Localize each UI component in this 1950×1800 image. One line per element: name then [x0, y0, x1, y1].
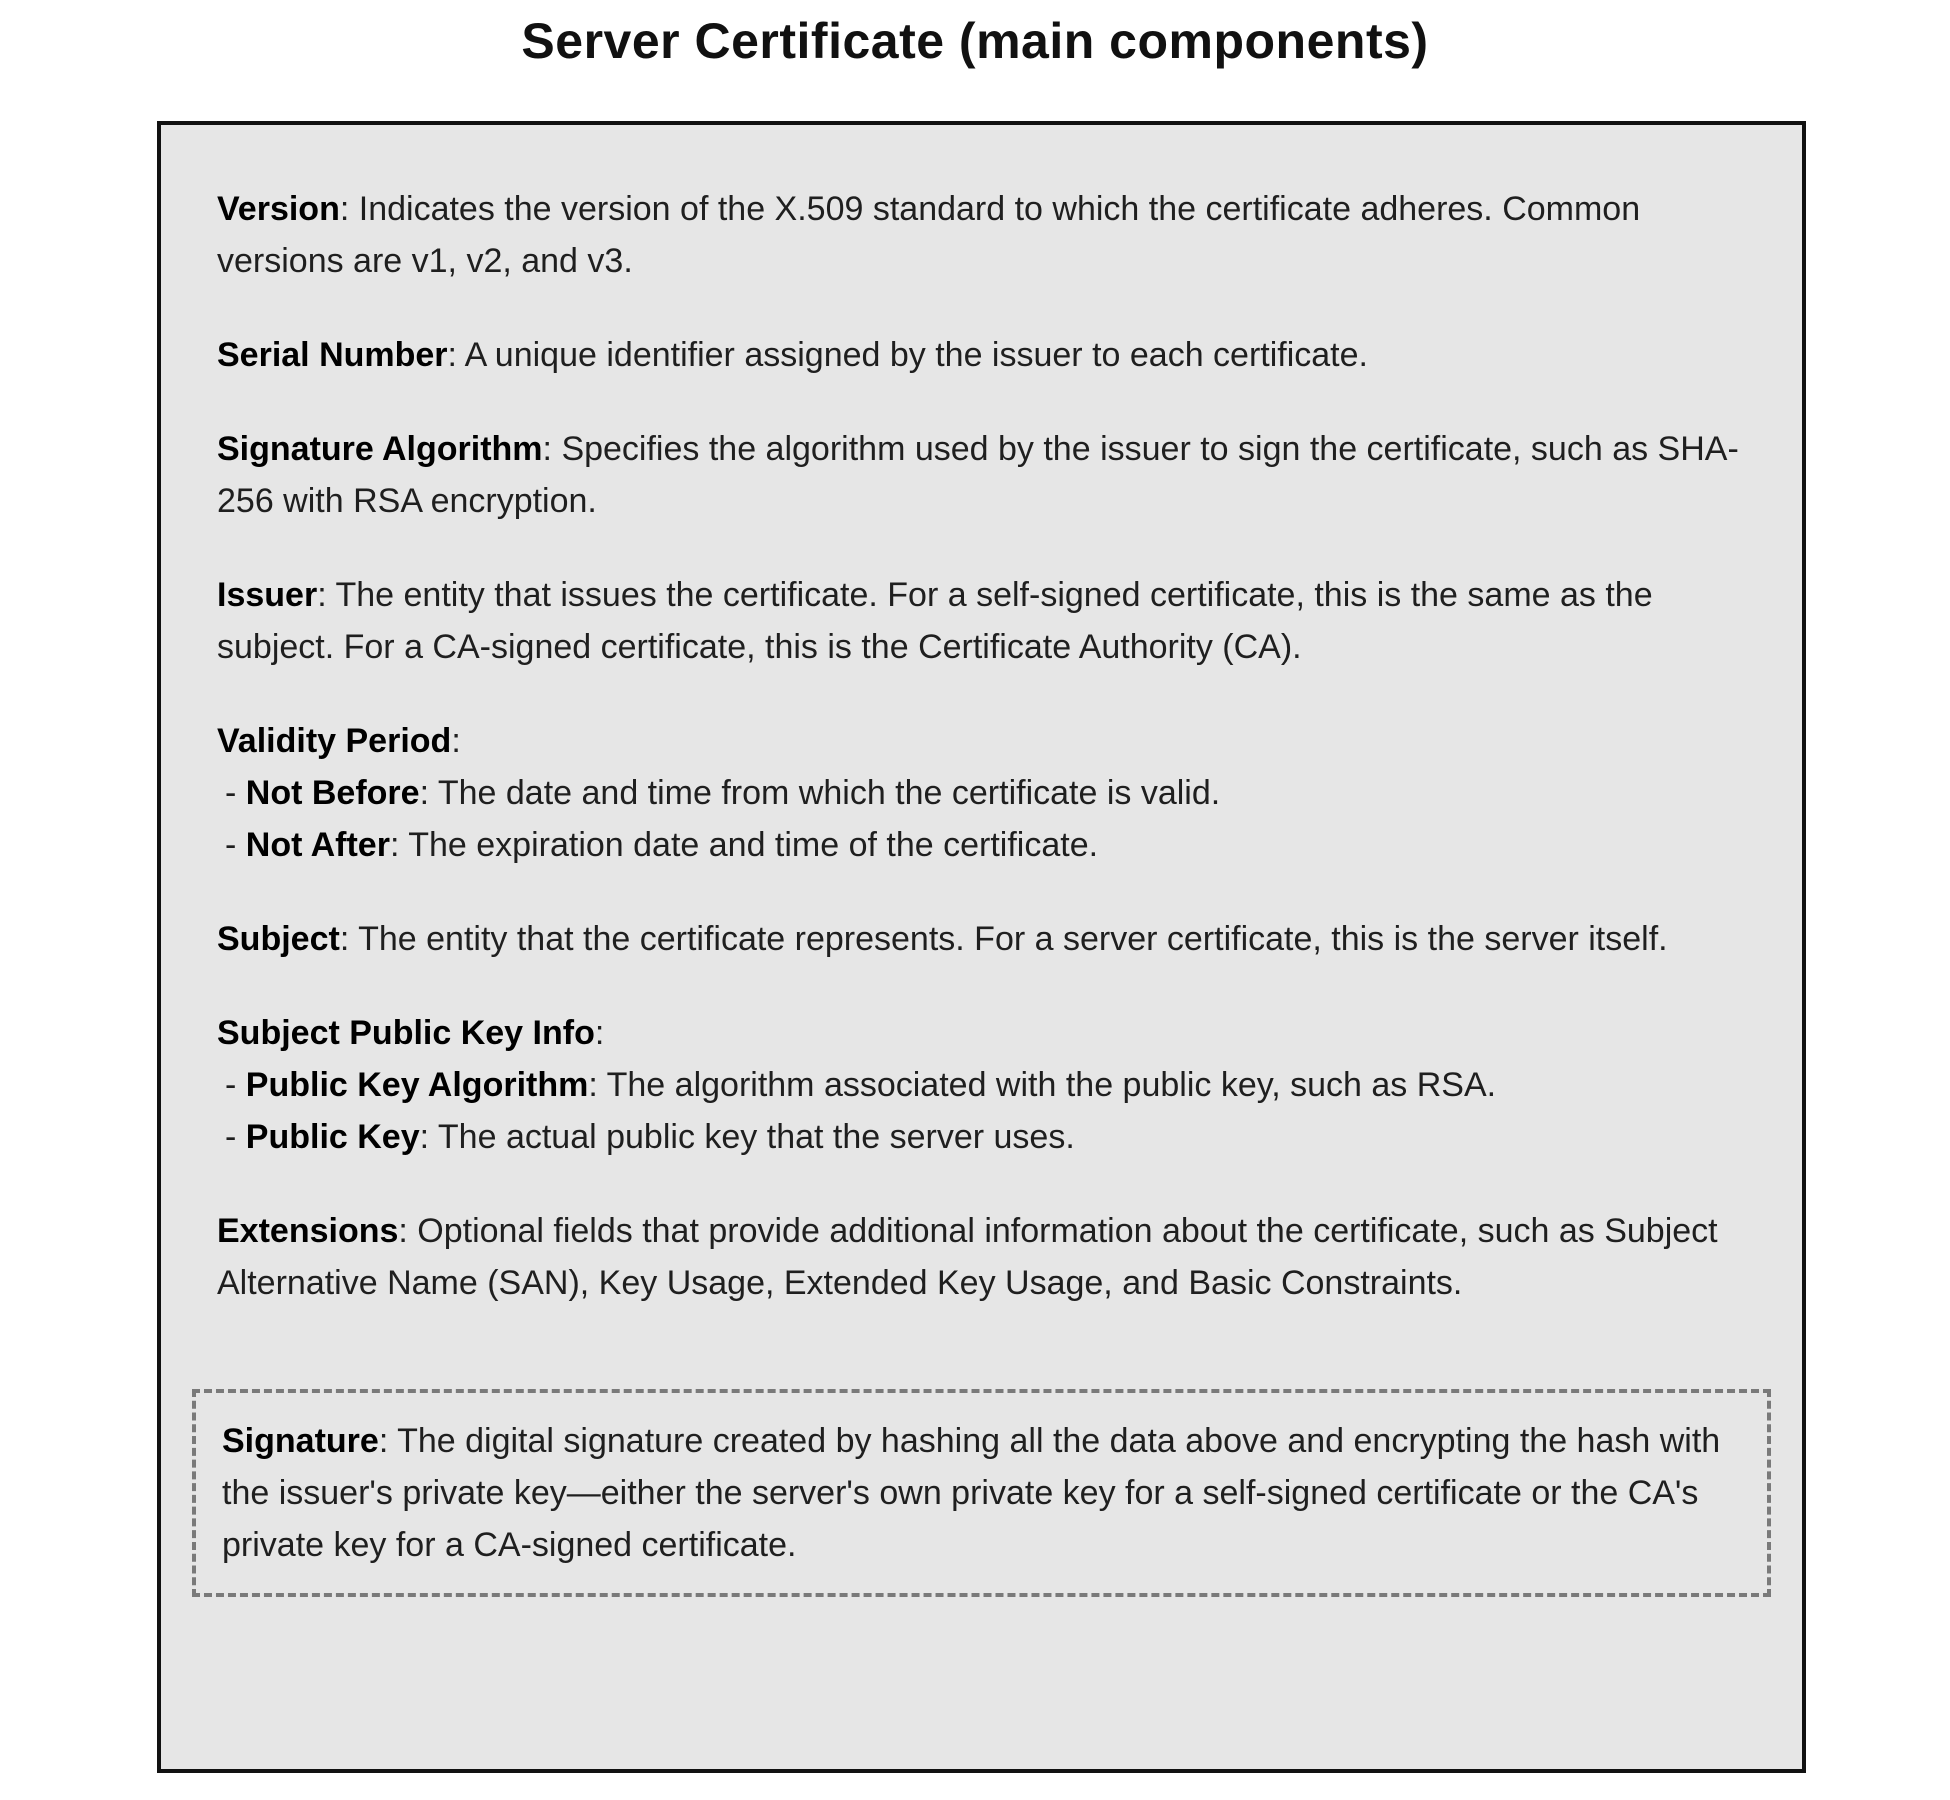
label-separator: : — [419, 1118, 438, 1156]
field-label: Serial Number — [217, 336, 448, 374]
label-separator: : — [594, 1014, 605, 1052]
section-extensions — [217, 1205, 1746, 1309]
field-label: Validity Period — [217, 722, 452, 760]
field-label: Subject Public Key Info — [217, 1014, 595, 1052]
field-description: The entity that issues the certificate. For a self-signed certificate, this is the same as the subject. For a CA-signed certificate, this is the Certificate Authority (CA). — [217, 576, 1653, 666]
section-issuer — [217, 569, 1746, 673]
field-label: Subject — [217, 920, 340, 958]
label-separator: : — [419, 774, 438, 812]
field-description: The actual public key that the server uses. — [437, 1118, 1075, 1156]
bullet-dash: - — [225, 774, 246, 812]
section-version — [217, 183, 1746, 287]
label-separator: : — [398, 1212, 418, 1250]
label-separator: : — [588, 1066, 607, 1104]
field-label: Public Key — [245, 1118, 420, 1156]
section-serial-number — [217, 329, 1746, 381]
section-subject-public-key-info — [217, 1007, 1746, 1163]
bullet-dash: - — [225, 826, 246, 864]
field-description: The entity that the certificate represents. For a server certificate, this is the server itself. — [358, 920, 1668, 958]
label-separator: : — [378, 1422, 398, 1460]
label-separator: : — [451, 722, 461, 760]
field-label: Version — [217, 190, 340, 228]
sub-item-not-after — [217, 819, 1746, 871]
field-description: A unique identifier assigned by the issuer to each certificate. — [464, 336, 1368, 374]
bullet-dash: - — [225, 1066, 246, 1104]
label-separator: : — [339, 920, 359, 958]
field-description: Optional fields that provide additional information about the certificate, such as Subject Alternative Name (SAN), Key Usage, Extended Key Usage, and Basic Constraints. — [217, 1212, 1718, 1302]
label-separator: : — [542, 430, 562, 468]
field-label: Signature Algorithm — [217, 430, 543, 468]
section-subject — [217, 913, 1746, 965]
field-description: The expiration date and time of the certificate. — [408, 826, 1099, 864]
field-label: Signature — [222, 1422, 379, 1460]
page-title: Server Certificate (main components) — [521, 13, 1429, 69]
field-label: Extensions — [217, 1212, 399, 1250]
group-heading — [217, 1007, 1746, 1059]
field-description: The date and time from which the certificate is valid. — [437, 774, 1221, 812]
field-label: Issuer — [217, 576, 318, 614]
field-description: Specifies the algorithm used by the issuer to sign the certificate, such as SHA-256 with RSA encryption. — [217, 430, 1739, 520]
label-separator: : — [447, 336, 465, 374]
label-separator: : — [389, 826, 409, 864]
sub-item-public-key-algorithm — [217, 1059, 1746, 1111]
sub-item-not-before — [217, 767, 1746, 819]
field-label: Not After — [245, 826, 390, 864]
field-label: Not Before — [245, 774, 420, 812]
certificate-panel — [157, 121, 1806, 1773]
section-signature — [222, 1415, 1741, 1571]
section-validity-period — [217, 715, 1746, 871]
label-separator: : — [317, 576, 336, 614]
label-separator: : — [339, 190, 359, 228]
group-heading — [217, 715, 1746, 767]
field-label: Public Key Algorithm — [245, 1066, 589, 1104]
bullet-dash: - — [225, 1118, 246, 1156]
sub-item-public-key — [217, 1111, 1746, 1163]
field-description: The digital signature created by hashing all the data above and encrypting the hash with the issuer's private key—either the server's own private key for a self-signed certificate or the CA's private key for a CA-signed certificate. — [222, 1422, 1721, 1564]
field-description: Indicates the version of the X.509 standard to which the certificate adheres. Common versions are v1, v2, and v3. — [217, 190, 1641, 280]
field-description: The algorithm associated with the public key, such as RSA. — [606, 1066, 1497, 1104]
section-signature-algorithm — [217, 423, 1746, 527]
signature-box — [192, 1389, 1771, 1597]
